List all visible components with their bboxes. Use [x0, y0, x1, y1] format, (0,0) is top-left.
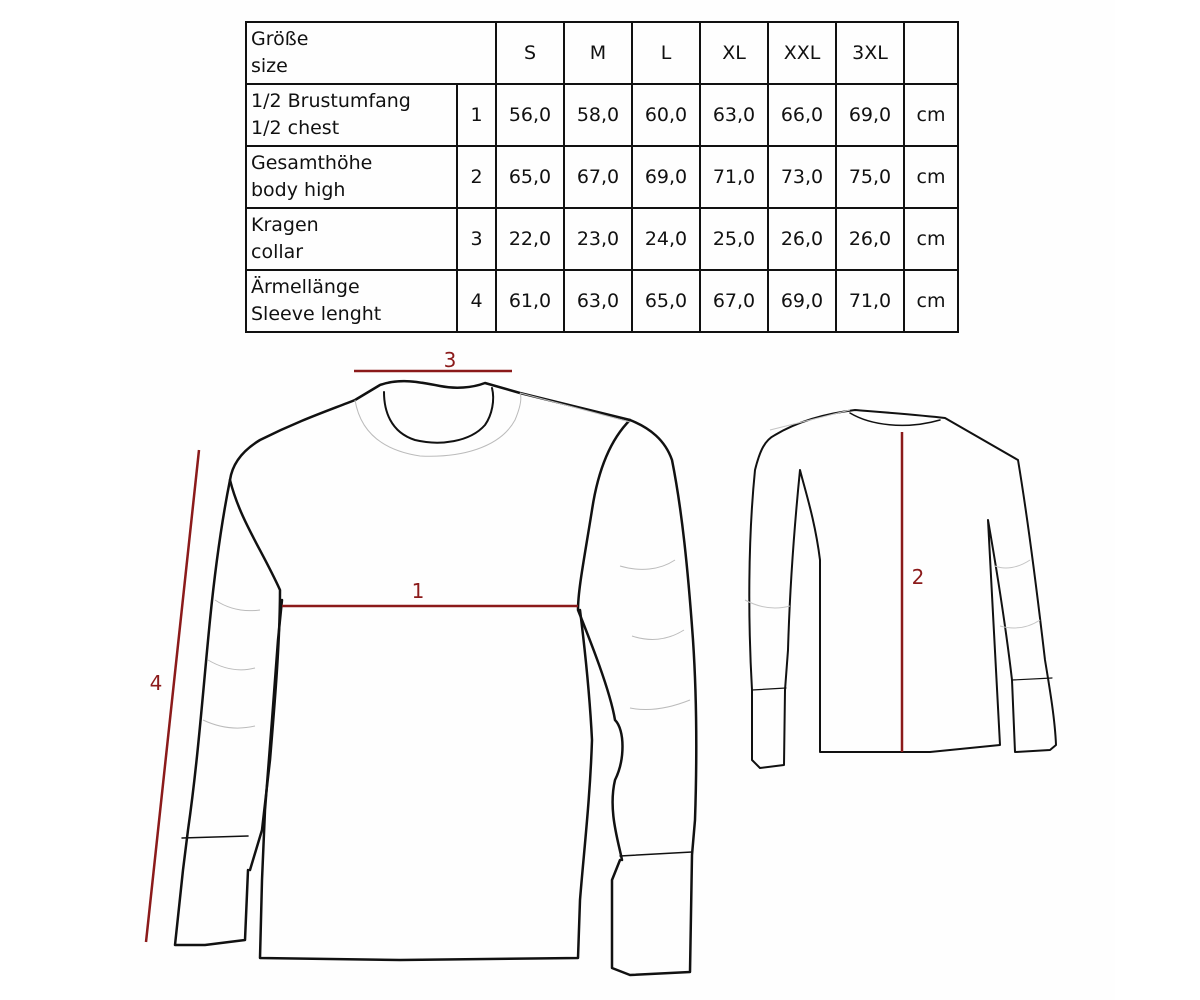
table-cell: 61,0 [496, 270, 564, 332]
table-cell: 69,0 [836, 84, 904, 146]
row-number: 2 [457, 146, 496, 208]
table-cell: 67,0 [564, 146, 632, 208]
size-3xl: 3XL [836, 22, 904, 84]
size-header-en: size [251, 55, 288, 77]
size-header-de: Größe [251, 28, 309, 50]
table-cell: 71,0 [836, 270, 904, 332]
size-xxl: XXL [768, 22, 836, 84]
row-unit: cm [904, 146, 958, 208]
size-m: M [564, 22, 632, 84]
size-xl: XL [700, 22, 768, 84]
table-cell: 58,0 [564, 84, 632, 146]
row-number: 4 [457, 270, 496, 332]
row-label-de: Kragen [251, 214, 319, 236]
table-cell: 56,0 [496, 84, 564, 146]
table-cell: 65,0 [496, 146, 564, 208]
shirt-front-drawing [175, 381, 696, 975]
size-s: S [496, 22, 564, 84]
table-cell: 25,0 [700, 208, 768, 270]
chest-marker: 1 [411, 579, 425, 603]
shirt-back-right-cuff [1012, 678, 1052, 680]
shirt-back-collar [850, 413, 940, 425]
measurement-lines [146, 371, 902, 942]
table-cell: 22,0 [496, 208, 564, 270]
size-l: L [632, 22, 700, 84]
table-cell: 71,0 [700, 146, 768, 208]
shirt-back-folds [745, 410, 1040, 628]
table-cell: 69,0 [768, 270, 836, 332]
row-label-en: collar [251, 241, 304, 263]
row-label-en: body high [251, 179, 346, 201]
row-label-en: Sleeve lenght [251, 303, 382, 325]
table-cell: 73,0 [768, 146, 836, 208]
shirt-front-left-sleeve [230, 480, 280, 870]
table-cell: 75,0 [836, 146, 904, 208]
row-unit: cm [904, 208, 958, 270]
table-cell: 60,0 [632, 84, 700, 146]
row-label-en: 1/2 chest [251, 117, 340, 139]
table-cell: 24,0 [632, 208, 700, 270]
sleeve-marker: 4 [149, 671, 163, 695]
row-label-de: Gesamthöhe [251, 152, 373, 174]
table-cell: 63,0 [564, 270, 632, 332]
table-cell: 65,0 [632, 270, 700, 332]
row-label-de: Ärmellänge [251, 276, 360, 298]
sleeve-measure-line [146, 450, 199, 942]
table-cell: 66,0 [768, 84, 836, 146]
row-unit: cm [904, 84, 958, 146]
shirt-front-collar [384, 388, 493, 443]
shirt-front-right-sleeve [578, 420, 630, 860]
row-unit: cm [904, 270, 958, 332]
collar-marker: 3 [443, 348, 457, 372]
shirt-front-left-cuff [182, 836, 248, 838]
row-number: 3 [457, 208, 496, 270]
table-cell: 63,0 [700, 84, 768, 146]
shirt-back-left-cuff [752, 688, 786, 690]
row-label-de: 1/2 Brustumfang [251, 90, 411, 112]
table-cell: 69,0 [632, 146, 700, 208]
shirt-front-right-cuff [620, 852, 692, 856]
row-number: 1 [457, 84, 496, 146]
table-cell: 23,0 [564, 208, 632, 270]
shirt-front-outline [175, 381, 696, 975]
table-cell: 26,0 [768, 208, 836, 270]
table-cell: 26,0 [836, 208, 904, 270]
table-cell: 67,0 [700, 270, 768, 332]
body-height-marker: 2 [911, 565, 925, 589]
